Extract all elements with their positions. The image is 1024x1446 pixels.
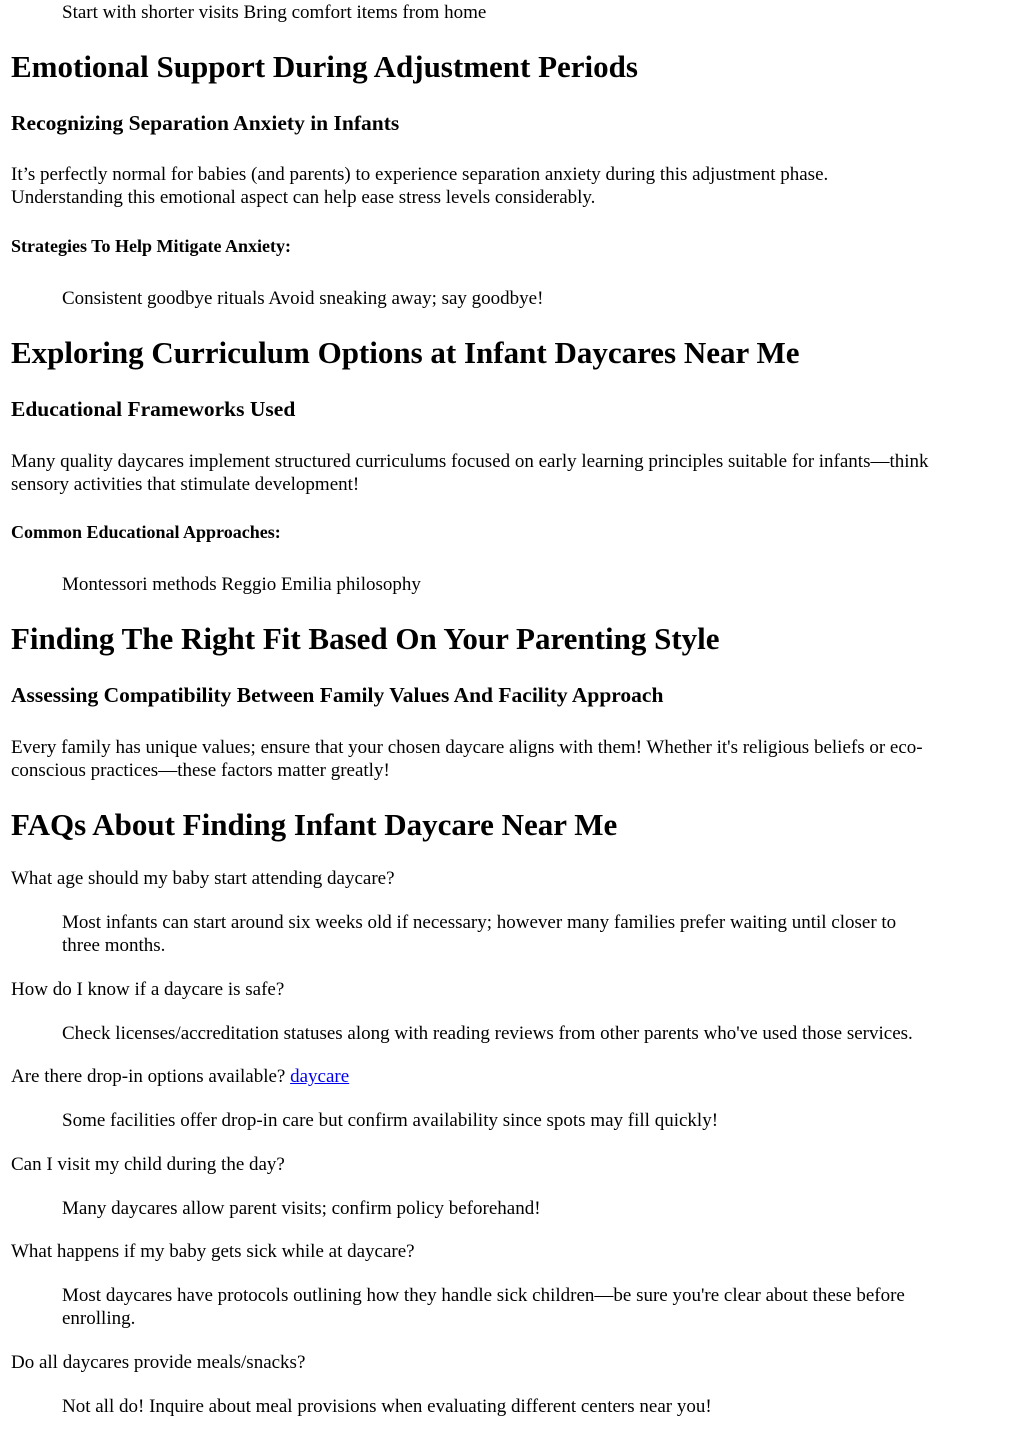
right-fit-heading: Finding The Right Fit Based On Your Parenting Style: [11, 621, 720, 656]
educational-frameworks-subheading: Educational Frameworks Used: [11, 397, 296, 421]
curriculum-paragraph-line1: Many quality daycares implement structured curriculums focused on early learning principles suitable for infants—think: [11, 451, 929, 472]
separation-anxiety-paragraph-line2: Understanding this emotional aspect can help ease stress levels considerably.: [11, 187, 596, 208]
comfort-tips-list: Start with shorter visits Bring comfort items from home: [62, 2, 487, 23]
strategies-list: Consistent goodbye rituals Avoid sneaking away; say goodbye!: [62, 288, 544, 309]
faq-answer-line1: Check licenses/accreditation statuses along with reading reviews from other parents who've used those services.: [62, 1023, 913, 1044]
separation-anxiety-subheading: Recognizing Separation Anxiety in Infants: [11, 111, 400, 135]
curriculum-heading: Exploring Curriculum Options at Infant Daycares Near Me: [11, 335, 800, 370]
separation-anxiety-paragraph-line1: It’s perfectly normal for babies (and parents) to experience separation anxiety during this adjustment phase.: [11, 164, 829, 185]
faq-question: What happens if my baby gets sick while at daycare?: [11, 1241, 415, 1262]
family-values-paragraph-line2: conscious practices—these factors matter greatly!: [11, 760, 390, 781]
approaches-heading: Common Educational Approaches:: [11, 522, 281, 542]
faq-question: Can I visit my child during the day?: [11, 1154, 285, 1175]
faq-answer-line1: Not all do! Inquire about meal provisions when evaluating different centers near you!: [62, 1396, 712, 1417]
faqs-heading: FAQs About Finding Infant Daycare Near Me: [11, 807, 618, 842]
faq-answer-line1: Some facilities offer drop-in care but confirm availability since spots may fill quickly!: [62, 1110, 719, 1131]
family-values-paragraph-line1: Every family has unique values; ensure that your chosen daycare aligns with them! Whether it's religious beliefs or eco-: [11, 737, 923, 758]
emotional-support-heading: Emotional Support During Adjustment Periods: [11, 49, 638, 84]
daycare-link[interactable]: daycare: [290, 1066, 350, 1087]
approaches-list: Montessori methods Reggio Emilia philosophy: [62, 574, 421, 595]
faq-answer-line2: three months.: [62, 935, 166, 956]
faq-answer-line1: Most daycares have protocols outlining how they handle sick children—be sure you're clear about these before: [62, 1285, 905, 1306]
faq-answer-line1: Most infants can start around six weeks old if necessary; however many families prefer waiting until closer to: [62, 912, 897, 933]
faq-question-row: [11, 1065, 349, 1088]
faq-question: How do I know if a daycare is safe?: [11, 979, 285, 1000]
faq-question: What age should my baby start attending daycare?: [11, 868, 395, 889]
curriculum-paragraph-line2: sensory activities that stimulate development!: [11, 474, 360, 495]
faq-answer-line2: enrolling.: [62, 1308, 136, 1329]
faq-question: Are there drop-in options available?: [11, 1066, 286, 1087]
compatibility-subheading: Assessing Compatibility Between Family Values And Facility Approach: [11, 683, 664, 707]
faq-question: Do all daycares provide meals/snacks?: [11, 1352, 306, 1373]
strategies-heading: Strategies To Help Mitigate Anxiety:: [11, 236, 291, 256]
faq-answer-line1: Many daycares allow parent visits; confirm policy beforehand!: [62, 1198, 541, 1219]
